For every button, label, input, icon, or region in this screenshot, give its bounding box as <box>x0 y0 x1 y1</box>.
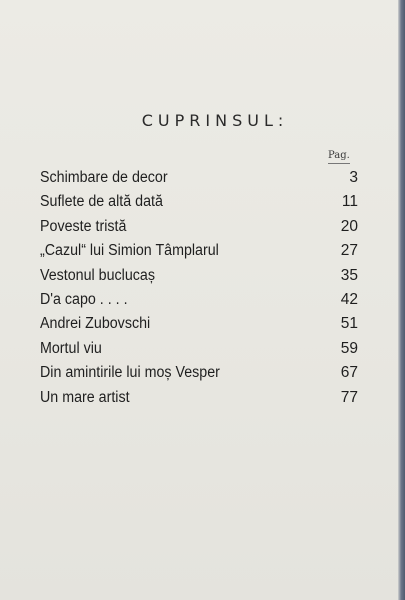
entry-title: Schimbare de decor <box>40 169 168 186</box>
contents-entry <box>40 386 358 410</box>
entry-page-number: 77 <box>340 388 358 406</box>
contents-list <box>40 166 358 410</box>
entry-page-number: 27 <box>340 242 358 260</box>
entry-page-number: 20 <box>340 217 358 235</box>
contents-entry <box>40 312 358 336</box>
entry-page-number: 42 <box>340 290 358 308</box>
entry-page-number: 3 <box>349 169 358 186</box>
entry-title: Un mare artist <box>40 388 130 406</box>
entry-title: Din amintirile lui moș Vesper <box>40 364 220 382</box>
entry-title: Suflete de altă dată <box>40 193 163 211</box>
entry-title: Vestonul buclucaș <box>40 266 155 284</box>
page-edge-shadow <box>398 0 405 600</box>
entry-title: D'a capo . . . . <box>40 290 128 308</box>
contents-entry <box>40 264 358 288</box>
contents-entry <box>40 239 358 263</box>
contents-entry <box>40 337 358 361</box>
contents-entry <box>40 190 358 214</box>
entry-title: Poveste tristă <box>40 217 127 235</box>
contents-title: CUPRINSUL: <box>141 111 289 130</box>
contents-entry <box>40 288 358 312</box>
entry-title: Mortul viu <box>40 339 102 357</box>
entry-page-number: 51 <box>340 315 358 333</box>
entry-title: „Cazul“ lui Simion Tâmplarul <box>40 242 219 260</box>
entry-page-number: 59 <box>340 339 358 357</box>
contents-entry <box>40 215 358 239</box>
entry-page-number: 35 <box>340 266 358 284</box>
page-column-header: Pag. <box>328 150 350 164</box>
contents-entry <box>40 361 358 385</box>
contents-entry <box>40 166 358 190</box>
entry-page-number: 11 <box>341 193 358 211</box>
entry-title: Andrei Zubovschi <box>40 315 151 333</box>
entry-page-number: 67 <box>340 364 358 382</box>
